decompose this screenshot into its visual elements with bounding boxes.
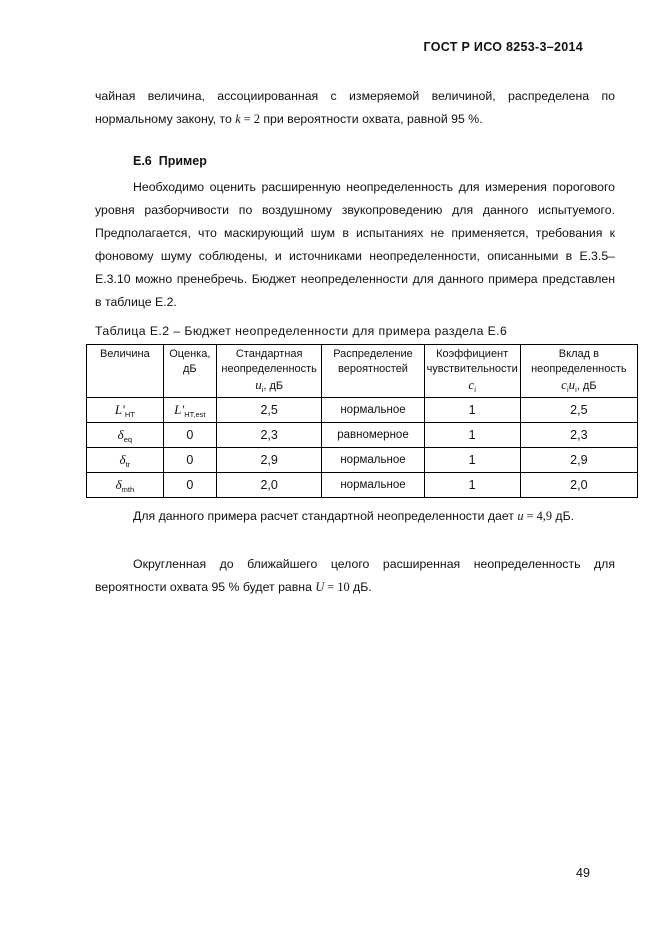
section-number: Е.6 (133, 154, 152, 168)
table-header-row (87, 345, 638, 398)
cell-sensitivity: 1 (424, 473, 520, 498)
header-quantity: Величина (87, 345, 164, 398)
table-caption: Таблица Е.2 – Бюджет неопределенности для примера раздела Е.6 (95, 324, 508, 338)
result-paragraph: Для данного примера расчет стандартной неопределенности дает u = 4,9 дБ. (133, 509, 575, 523)
header-sensitivity: Коэффициент чувствительности $c_i$ (424, 345, 520, 398)
header-distribution: Распределение вероятностей (322, 345, 424, 398)
cell-contribution: 2,3 (520, 423, 637, 448)
k-symbol: k (235, 112, 241, 126)
page-number: 49 (576, 866, 590, 880)
section-heading (133, 154, 207, 168)
cell-sensitivity: 1 (424, 448, 520, 473)
section-title: Пример (158, 154, 207, 168)
cell-estimate: 0 (163, 448, 216, 473)
cell-std-uncertainty: 2,5 (216, 398, 321, 423)
header-std-uncertainty: Стандартная неопределенность $u_i$, дБ (216, 345, 321, 398)
cell-distribution: нормальное (322, 398, 424, 423)
U-symbol: U (315, 580, 325, 594)
cell-distribution: нормальное (322, 448, 424, 473)
cell-std-uncertainty: 2,0 (216, 473, 321, 498)
table-row (87, 398, 638, 423)
cell-quantity: $\delta_{mth}$ (87, 473, 164, 498)
uncertainty-budget-table (86, 344, 638, 498)
cell-quantity: $\delta_{tr}$ (87, 448, 164, 473)
standard-header: ГОСТ Р ИСО 8253-3–2014 (423, 40, 583, 54)
example-paragraph: Необходимо оценить расширенную неопределенность для измерения порогового уровня разборчивости по воздушному звукопроведению для данного испытуемого. Предполагается, что маскирующий шум в испытаниях не применяется, требования к фоновому шуму соблюдены, и источниками неопределенности, описанными в Е.3.5–Е.3.10 можно пренебречь. Бюджет неопределенности для данного примера представлен в таблице Е.2. (95, 180, 615, 309)
table-row (87, 423, 638, 448)
final-paragraph: Округленная до ближайшего целого расширенная неопределенность для вероятности охвата 95 % будет равна U = 10 дБ. (95, 557, 615, 594)
cell-contribution: 2,9 (520, 448, 637, 473)
cell-quantity: $\delta_{eq}$ (87, 423, 164, 448)
k-value: = 2 (240, 112, 260, 126)
cell-quantity: $L'_{HT}$ (87, 398, 164, 423)
cell-distribution: нормальное (322, 473, 424, 498)
intro-paragraph (95, 85, 615, 131)
cell-contribution: 2,0 (520, 473, 637, 498)
u-symbol: u (517, 509, 524, 523)
cell-contribution: 2,5 (520, 398, 637, 423)
cell-sensitivity: 1 (424, 423, 520, 448)
cell-distribution: равномерное (322, 423, 424, 448)
table-row (87, 448, 638, 473)
intro-text: чайная величина, ассоциированная с измеряемой величиной, распределена по нормальному закону, то (95, 89, 615, 126)
cell-sensitivity: 1 (424, 398, 520, 423)
cell-estimate: 0 (163, 473, 216, 498)
header-estimate: Оценка, дБ (163, 345, 216, 398)
header-contribution: Вклад в неопределенность $c_iu_i$, дБ (520, 345, 637, 398)
cell-estimate: 0 (163, 423, 216, 448)
cell-std-uncertainty: 2,9 (216, 448, 321, 473)
table-row (87, 473, 638, 498)
cell-estimate: $L'_{HT,est}$ (163, 398, 216, 423)
cell-std-uncertainty: 2,3 (216, 423, 321, 448)
intro-text-end: при вероятности охвата, равной 95 %. (259, 112, 483, 126)
